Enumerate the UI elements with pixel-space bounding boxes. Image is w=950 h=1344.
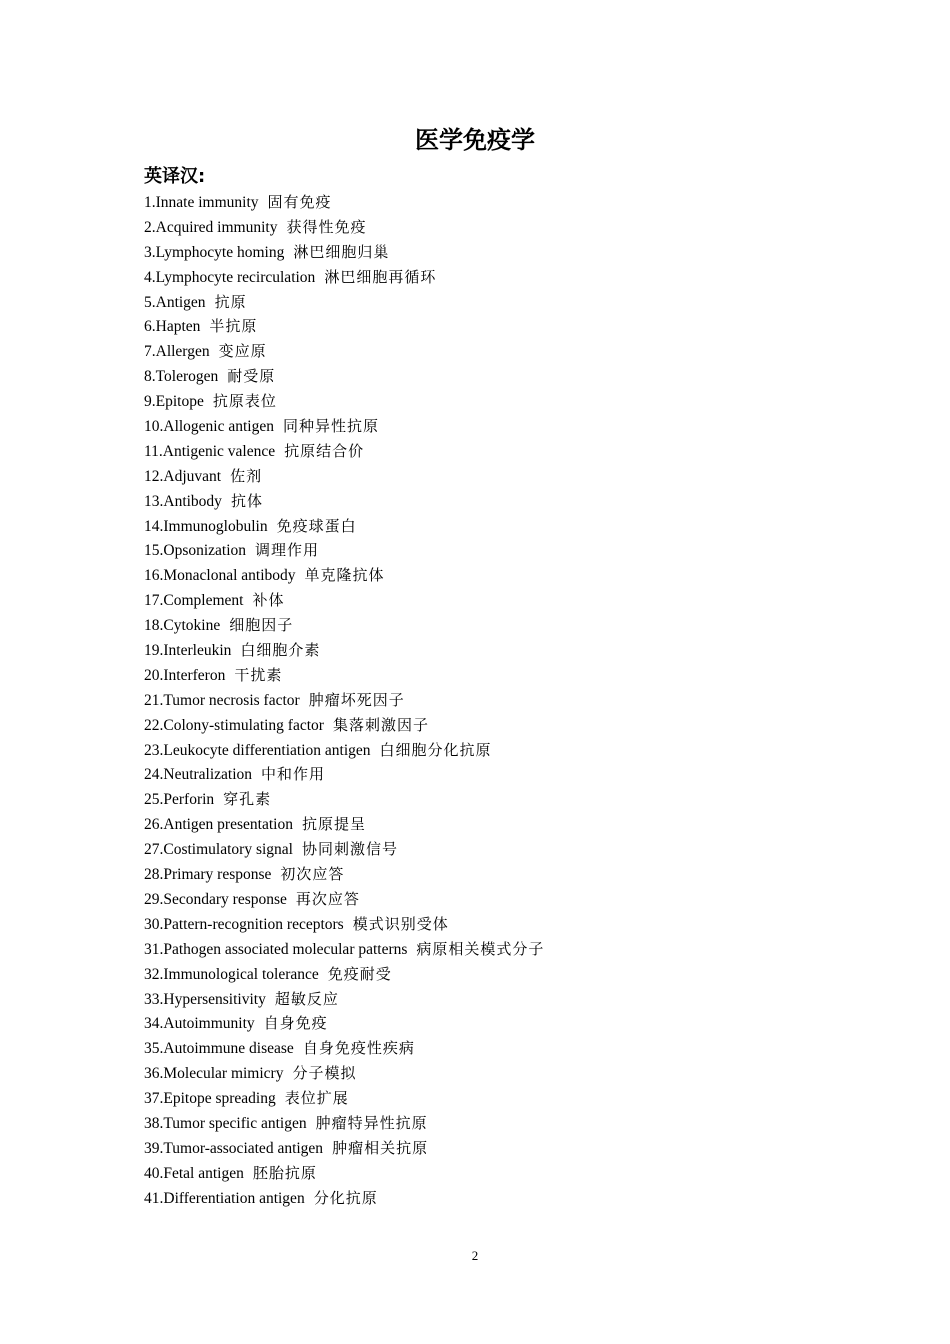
term-chinese: 病原相关模式分子 <box>416 939 545 958</box>
term-chinese: 表位扩展 <box>284 1089 349 1108</box>
term-row <box>144 962 544 987</box>
term-english: 41.Differentiation antigen <box>144 1189 305 1207</box>
term-english: 28.Primary response <box>144 866 272 884</box>
term-english: 9.Epitope <box>144 393 204 411</box>
term-row <box>144 663 544 688</box>
term-chinese: 肿瘤相关抗原 <box>332 1138 429 1157</box>
term-row <box>144 538 544 563</box>
term-english: 23.Leukocyte differentiation antigen <box>144 741 371 759</box>
term-chinese: 协同刺激信号 <box>301 840 398 859</box>
term-chinese: 白细胞分化抗原 <box>379 740 492 759</box>
term-english: 24.Neutralization <box>144 766 253 784</box>
term-row <box>144 937 544 962</box>
term-chinese: 分子模拟 <box>292 1064 357 1083</box>
term-chinese: 淋巴细胞归巢 <box>293 242 390 261</box>
term-english: 27.Costimulatory signal <box>144 841 293 859</box>
term-chinese: 肿瘤坏死因子 <box>308 690 405 709</box>
term-chinese: 胚胎抗原 <box>252 1163 317 1182</box>
term-english: 1.Innate immunity <box>144 194 259 211</box>
term-row <box>144 688 544 713</box>
term-chinese: 干扰素 <box>234 665 283 684</box>
term-english: 3.Lymphocyte homing <box>144 243 285 261</box>
term-row <box>144 389 544 414</box>
term-chinese: 淋巴细胞再循环 <box>324 267 437 286</box>
term-chinese: 同种异性抗原 <box>283 417 380 436</box>
term-row <box>144 240 544 265</box>
term-english: 17.Complement <box>144 592 244 610</box>
term-chinese: 肿瘤特异性抗原 <box>315 1113 428 1132</box>
term-english: 26.Antigen presentation <box>144 816 293 834</box>
term-row <box>144 862 544 887</box>
term-chinese: 抗原结合价 <box>284 441 365 460</box>
term-english: 33.Hypersensitivity <box>144 990 266 1008</box>
term-english: 4.Lymphocyte recirculation <box>144 268 316 286</box>
term-row <box>144 787 544 812</box>
term-row <box>144 762 544 787</box>
term-row <box>144 1061 544 1086</box>
term-english: 25.Perforin <box>144 791 215 809</box>
term-english: 19.Interleukin <box>144 642 232 660</box>
term-chinese: 耐受原 <box>227 367 276 386</box>
term-row <box>144 439 544 464</box>
term-chinese: 抗原表位 <box>212 392 277 411</box>
term-english: 5.Antigen <box>144 293 206 311</box>
term-chinese: 半抗原 <box>209 317 258 336</box>
term-chinese: 穿孔素 <box>223 790 272 809</box>
term-row <box>144 1111 544 1136</box>
term-row <box>144 563 544 588</box>
term-english: 15.Opsonization <box>144 542 247 560</box>
term-english: 30.Pattern-recognition receptors <box>144 915 344 933</box>
term-chinese: 佐剂 <box>230 466 263 485</box>
term-english: 40.Fetal antigen <box>144 1164 244 1182</box>
page-title: 医学免疫学 <box>415 126 535 154</box>
term-english: 34.Autoimmunity <box>144 1015 255 1033</box>
term-chinese: 免疫球蛋白 <box>276 516 357 535</box>
section-heading: 英译汉: <box>144 166 206 187</box>
term-row <box>144 1136 544 1161</box>
term-english: 13.Antibody <box>144 492 222 510</box>
term-english: 31.Pathogen associated molecular patterns <box>144 940 408 958</box>
term-chinese: 中和作用 <box>261 765 326 784</box>
term-chinese: 抗原 <box>214 292 247 311</box>
term-english: 37.Epitope spreading <box>144 1090 276 1108</box>
term-row <box>144 912 544 937</box>
term-row <box>144 489 544 514</box>
term-row <box>144 1186 544 1211</box>
term-row <box>144 613 544 638</box>
term-english: 14.Immunoglobulin <box>144 517 268 535</box>
term-row <box>144 190 544 215</box>
term-english: 2.Acquired immunity <box>144 218 278 236</box>
term-row <box>144 1086 544 1111</box>
term-row <box>144 812 544 837</box>
term-chinese: 集落刺激因子 <box>332 715 429 734</box>
page-number: 2 <box>471 1248 479 1263</box>
term-chinese: 调理作用 <box>255 541 320 560</box>
term-english: 29.Secondary response <box>144 890 287 908</box>
term-chinese: 抗体 <box>230 491 263 510</box>
term-chinese: 细胞因子 <box>229 616 294 635</box>
term-english: 20.Interferon <box>144 666 226 684</box>
term-row <box>144 1161 544 1186</box>
term-row <box>144 414 544 439</box>
term-row <box>144 837 544 862</box>
term-chinese: 单克隆抗体 <box>304 566 385 585</box>
term-row <box>144 1036 544 1061</box>
term-english: 11.Antigenic valence <box>144 442 276 460</box>
term-english: 12.Adjuvant <box>144 467 222 485</box>
term-row <box>144 314 544 339</box>
term-row <box>144 514 544 539</box>
term-chinese: 自身免疫 <box>263 1014 328 1033</box>
term-chinese: 分化抗原 <box>313 1188 378 1207</box>
term-chinese: 模式识别受体 <box>352 914 449 933</box>
term-row <box>144 364 544 389</box>
term-chinese: 再次应答 <box>295 889 360 908</box>
term-chinese: 免疫耐受 <box>327 964 392 983</box>
term-english: 32.Immunological tolerance <box>144 965 319 983</box>
term-english: 35.Autoimmune disease <box>144 1040 294 1058</box>
term-chinese: 变应原 <box>218 342 267 361</box>
term-english: 10.Allogenic antigen <box>144 418 274 436</box>
term-chinese: 补体 <box>252 591 285 610</box>
term-row <box>144 638 544 663</box>
term-row <box>144 339 544 364</box>
term-english: 18.Cytokine <box>144 617 221 635</box>
term-english: 38.Tumor specific antigen <box>144 1114 307 1132</box>
term-row <box>144 588 544 613</box>
term-english: 8.Tolerogen <box>144 368 219 386</box>
term-chinese: 超敏反应 <box>274 989 339 1008</box>
term-english: 7.Allergen <box>144 343 210 361</box>
term-english: 21.Tumor necrosis factor <box>144 691 300 709</box>
term-row <box>144 738 544 763</box>
term-english: 16.Monaclonal antibody <box>144 567 296 585</box>
term-english: 39.Tumor-associated antigen <box>144 1139 324 1157</box>
term-english: 22.Colony-stimulating factor <box>144 716 324 734</box>
term-row <box>144 1011 544 1036</box>
term-chinese: 自身免疫性疾病 <box>302 1039 415 1058</box>
term-english: 6.Hapten <box>144 318 201 336</box>
term-row <box>144 290 544 315</box>
term-chinese: 获得性免疫 <box>286 217 367 236</box>
term-chinese: 抗原提呈 <box>301 815 366 834</box>
term-row <box>144 713 544 738</box>
term-row <box>144 987 544 1012</box>
term-english: 36.Molecular mimicry <box>144 1065 284 1083</box>
term-row <box>144 464 544 489</box>
term-row <box>144 887 544 912</box>
term-chinese: 初次应答 <box>280 865 345 884</box>
term-chinese: 白细胞介素 <box>240 641 321 660</box>
term-row <box>144 215 544 240</box>
term-chinese: 固有免疫 <box>267 193 332 211</box>
term-row <box>144 265 544 290</box>
term-list <box>144 190 544 1211</box>
